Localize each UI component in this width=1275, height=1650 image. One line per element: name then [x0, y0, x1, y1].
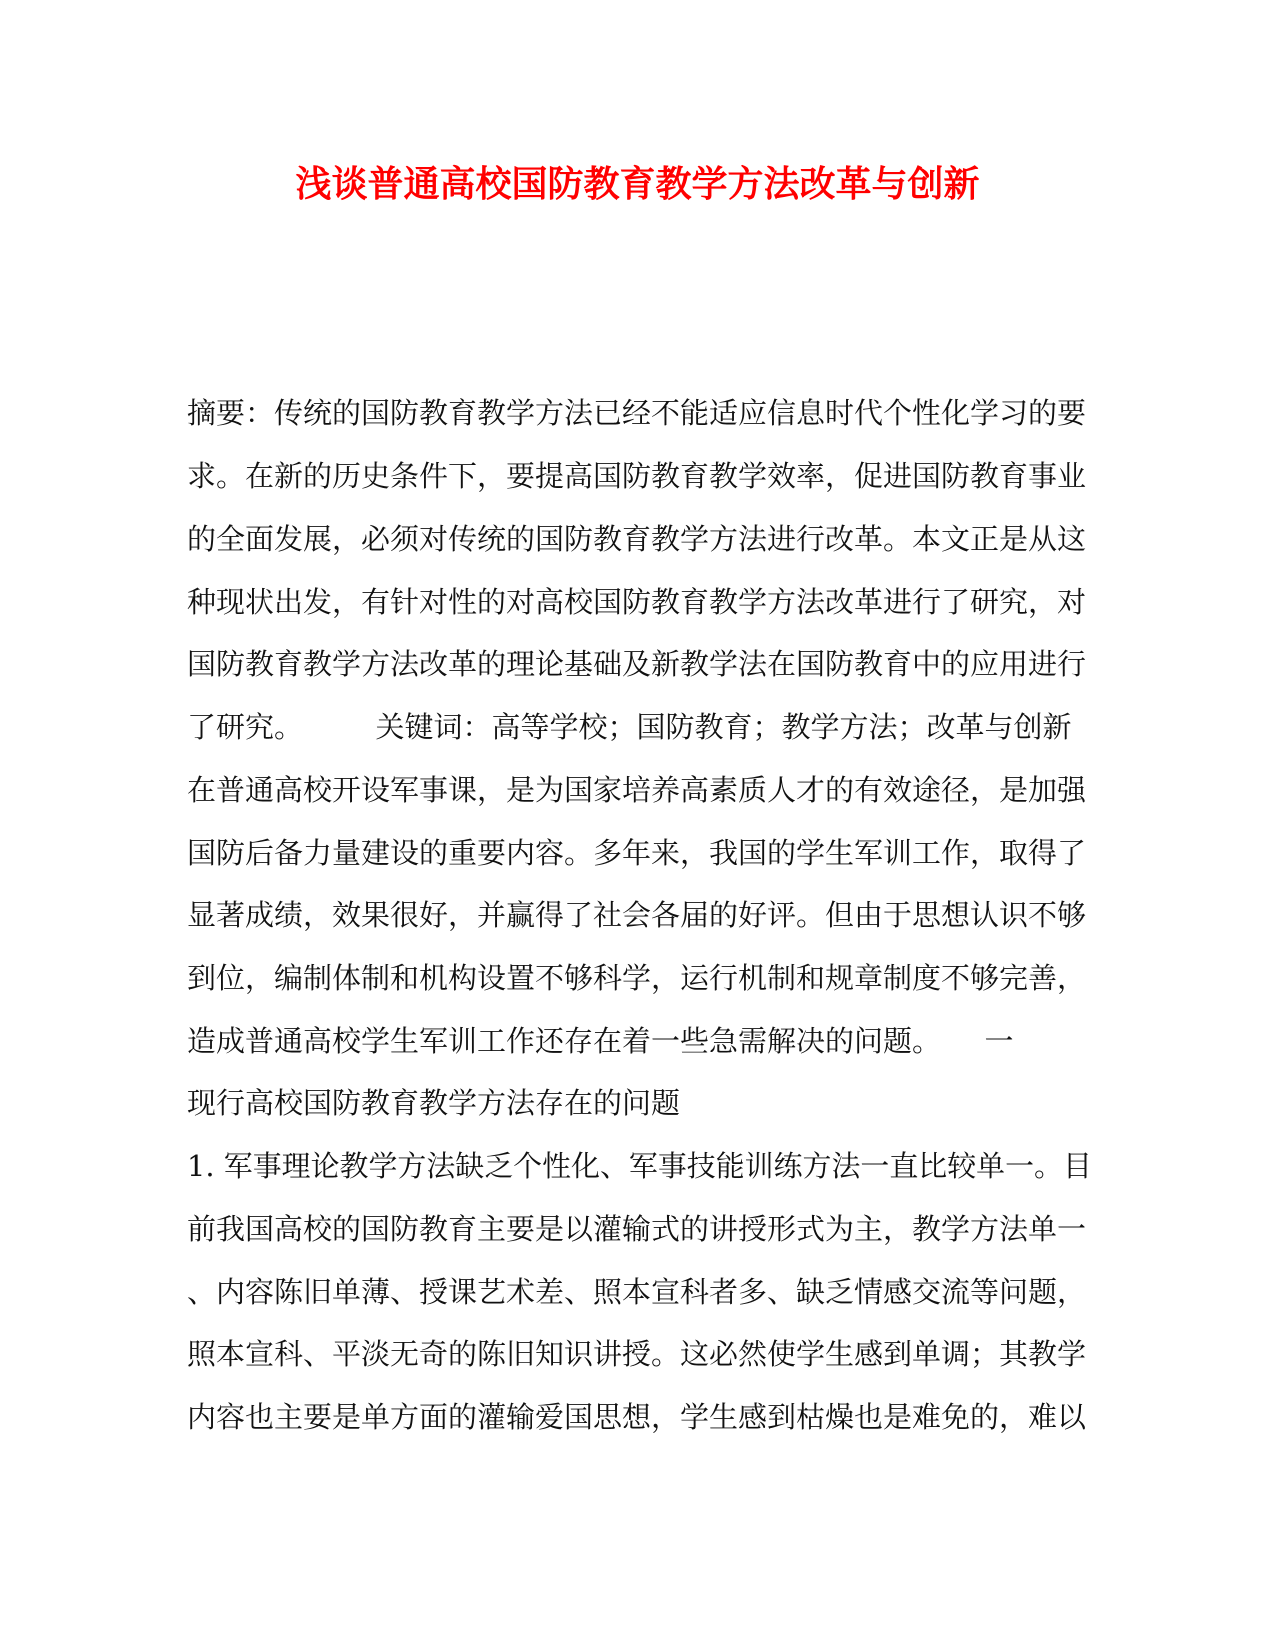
section-heading-line: 现行高校国防教育教学方法存在的问题	[187, 1086, 681, 1120]
body-line-13: 1. 军事理论教学方法缺乏个性化、军事技能训练方法一直比较单一。目	[187, 1149, 1092, 1183]
document-title: 浅谈普通高校国防教育教学方法改革与创新	[295, 163, 980, 205]
body-line-17: 内容也主要是单方面的灌输爱国思想，学生感到枯燥也是难免的，难以	[187, 1400, 1087, 1434]
body-line-16: 照本宣科、平淡无奇的陈旧知识讲授。这必然使学生感到单调；其教学	[187, 1337, 1087, 1371]
body-line-2: 求。在新的历史条件下，要提高国防教育教学效率，促进国防教育事业	[187, 459, 1087, 493]
body-line-1: 摘要：传统的国防教育教学方法已经不能适应信息时代个性化学习的要	[187, 396, 1087, 430]
body-line-6: 了研究。 关键词：高等学校；国防教育；教学方法；改革与创新	[187, 710, 1072, 744]
body-line-8: 国防后备力量建设的重要内容。多年来，我国的学生军训工作，取得了	[187, 836, 1087, 870]
body-line-5: 国防教育教学方法改革的理论基础及新教学法在国防教育中的应用进行	[187, 647, 1087, 681]
body-line-7: 在普通高校开设军事课，是为国家培养高素质人才的有效途径，是加强	[187, 773, 1087, 807]
body-line-9: 显著成绩，效果很好，并赢得了社会各届的好评。但由于思想认识不够	[187, 898, 1087, 932]
body-line-4: 种现状出发，有针对性的对高校国防教育教学方法改革进行了研究，对	[187, 585, 1087, 619]
body-line-10: 到位，编制体制和机构设置不够科学，运行机制和规章制度不够完善，	[187, 961, 1087, 995]
body-line-3: 的全面发展，必须对传统的国防教育教学方法进行改革。本文正是从这	[187, 522, 1087, 556]
body-line-11: 造成普通高校学生军训工作还存在着一些急需解决的问题。 一	[187, 1024, 1014, 1058]
body-line-14: 前我国高校的国防教育主要是以灌输式的讲授形式为主，教学方法单一	[187, 1212, 1087, 1246]
body-line-15: 、内容陈旧单薄、授课艺术差、照本宣科者多、缺乏情感交流等问题，	[187, 1275, 1087, 1309]
